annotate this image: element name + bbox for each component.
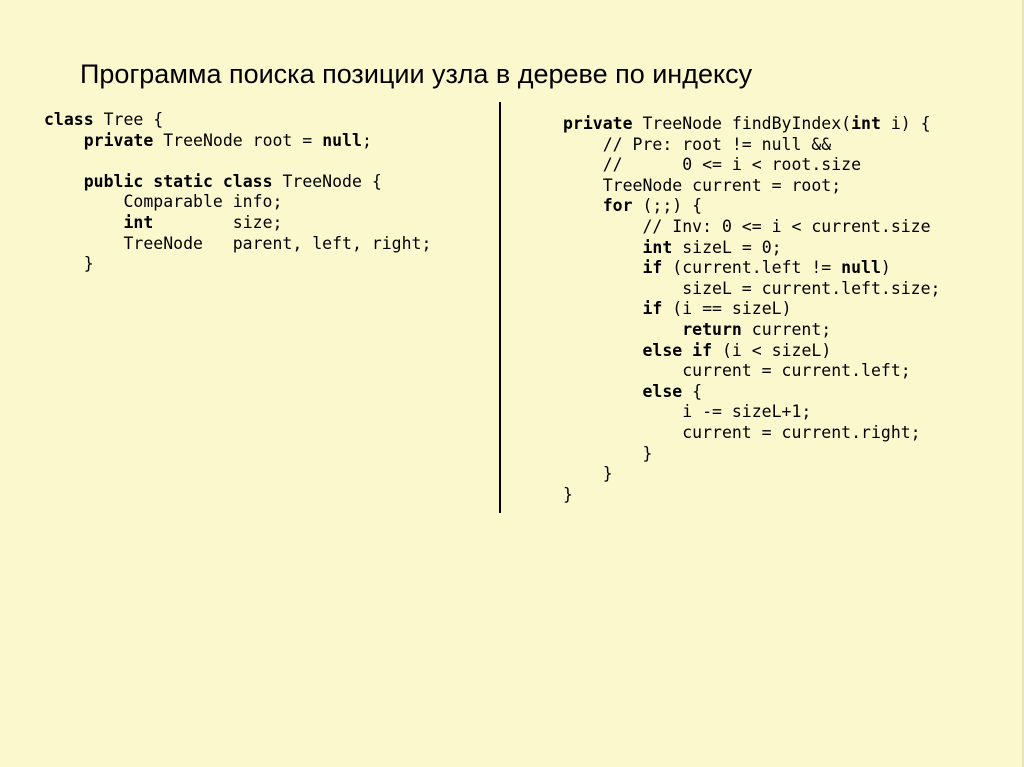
code-line — [563, 341, 941, 362]
code-keyword: if — [692, 340, 713, 360]
code-line — [563, 155, 941, 176]
code-text — [563, 196, 603, 215]
code-keyword: int — [851, 114, 881, 133]
code-text: (i == sizeL) — [662, 299, 792, 319]
code-text: (current.left != — [662, 258, 842, 278]
code-line — [44, 254, 431, 275]
code-text — [563, 382, 642, 401]
code-line — [563, 217, 941, 238]
code-text — [563, 341, 642, 360]
code-keyword: null — [841, 258, 881, 278]
code-keyword: private — [83, 130, 154, 150]
code-text: i) { — [880, 114, 931, 133]
code-keyword: else — [642, 340, 683, 360]
code-text: // 0 <= i < root.size — [563, 155, 862, 175]
code-keyword: return — [682, 319, 742, 339]
code-text — [563, 299, 642, 318]
code-text — [44, 172, 84, 191]
code-text — [213, 172, 223, 191]
code-text: // Pre: root != null && — [563, 134, 832, 154]
code-line — [563, 135, 941, 156]
code-text: TreeNode parent, left, right; — [44, 233, 432, 253]
code-keyword: int — [642, 237, 673, 257]
code-line — [563, 279, 941, 300]
code-line — [563, 176, 941, 197]
code-text: { — [682, 381, 703, 401]
code-text: current = current.right; — [563, 422, 921, 442]
code-line — [563, 320, 941, 341]
code-text: } — [563, 443, 653, 463]
code-text — [44, 213, 123, 232]
code-line — [44, 151, 431, 172]
code-text: (i < sizeL) — [712, 340, 832, 360]
code-keyword: else — [642, 381, 683, 401]
code-text — [563, 320, 682, 339]
code-text: sizeL = current.left.size; — [563, 278, 941, 298]
code-text: current = current.left; — [563, 361, 911, 381]
code-keyword: private — [563, 114, 633, 133]
code-text: } — [44, 254, 94, 274]
code-text — [44, 131, 84, 150]
code-text: } — [563, 484, 573, 504]
code-text: Tree { — [93, 110, 164, 129]
code-line — [563, 485, 941, 506]
code-keyword: class — [44, 110, 94, 129]
code-keyword: if — [642, 258, 663, 278]
code-text: Comparable info; — [44, 192, 283, 212]
code-text — [143, 172, 153, 191]
code-line — [44, 192, 431, 213]
code-keyword: int — [123, 212, 154, 232]
code-line — [563, 196, 941, 217]
code-line — [563, 258, 941, 279]
code-block-find-by-index — [563, 114, 941, 505]
code-keyword: for — [602, 196, 633, 216]
code-line — [44, 110, 431, 131]
code-line — [563, 238, 941, 259]
code-text: TreeNode current = root; — [563, 175, 842, 195]
code-line — [563, 423, 941, 444]
code-line — [563, 402, 941, 423]
code-text: TreeNode findByIndex( — [632, 114, 852, 133]
code-line — [563, 464, 941, 485]
code-line — [563, 444, 941, 465]
code-text: // Inv: 0 <= i < current.size — [563, 216, 931, 236]
code-line — [563, 382, 941, 403]
code-text: (;;) { — [632, 196, 703, 216]
code-line — [563, 114, 941, 135]
code-text: i -= sizeL+1; — [563, 402, 812, 422]
code-line — [44, 172, 431, 193]
code-text — [682, 341, 692, 360]
code-line — [563, 299, 941, 320]
code-text: ; — [361, 130, 372, 150]
code-line — [44, 234, 431, 255]
code-keyword: class — [222, 171, 273, 191]
code-keyword: public — [83, 171, 144, 191]
code-text: size; — [153, 212, 283, 232]
code-keyword: static — [153, 171, 213, 191]
code-text: sizeL = 0; — [672, 237, 782, 257]
code-keyword: if — [642, 299, 663, 319]
code-text: TreeNode { — [272, 171, 382, 191]
code-text: } — [563, 464, 613, 484]
code-text — [563, 258, 642, 277]
code-line — [44, 131, 431, 152]
slide-title: Программа поиска позиции узла в дереве по индексу — [80, 59, 753, 89]
code-block-tree-class — [44, 110, 431, 275]
code-line — [563, 361, 941, 382]
code-text: TreeNode root = — [153, 130, 323, 150]
code-text: ) — [880, 258, 891, 278]
code-text — [563, 238, 642, 257]
code-keyword: null — [322, 130, 362, 150]
column-divider — [499, 102, 501, 513]
code-line — [44, 213, 431, 234]
code-text: current; — [741, 319, 832, 339]
